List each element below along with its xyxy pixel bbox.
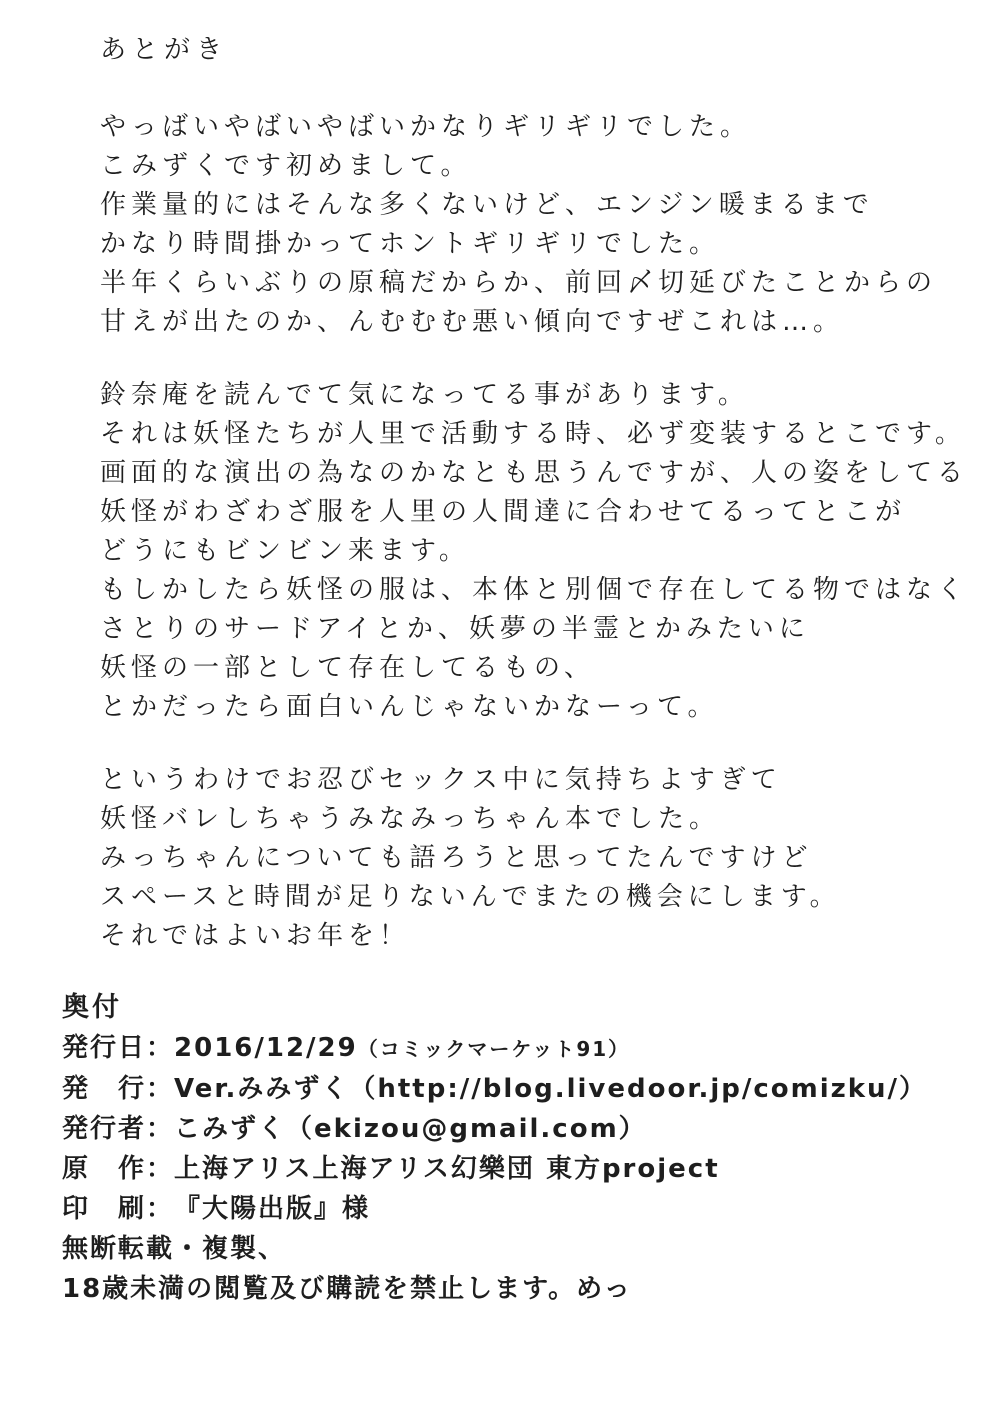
text-line: というわけでお忍びセックス中に気持ちよすぎて bbox=[100, 765, 782, 795]
author-value: こみずく（ekizou@gmail.com） bbox=[174, 1114, 647, 1144]
issue-date-value: 2016/12/29 bbox=[174, 1033, 358, 1063]
printing-value: 『大陽出版』様 bbox=[174, 1194, 371, 1224]
colophon-notice-line: 無断転載・複製、 bbox=[62, 1234, 287, 1264]
text-line: かなり時間掛かってホントギリギリでした。 bbox=[100, 229, 721, 259]
original-label: 原 作： bbox=[62, 1154, 175, 1184]
text-line: 妖怪がわざわざ服を人里の人間達に合わせてるってとこが bbox=[100, 497, 907, 527]
publisher-label: 発 行： bbox=[62, 1074, 175, 1104]
text-line: やっばいやばいやばいかなりギリギリでした。 bbox=[100, 112, 752, 142]
issue-date-label: 発行日： bbox=[62, 1033, 175, 1063]
text-line: 甘えが出たのか、んむむむ悪い傾向ですぜこれは…。 bbox=[100, 307, 845, 337]
colophon-notice-line: 18歳未満の閲覧及び購読を禁止します。めっ bbox=[62, 1274, 632, 1304]
original-value: 上海アリス上海アリス幻樂団 東方project bbox=[174, 1154, 720, 1184]
colophon-publisher bbox=[62, 1069, 982, 1109]
text-line: こみずくです初めまして。 bbox=[100, 151, 472, 181]
afterword-paragraph-3 bbox=[100, 761, 980, 956]
text-line: スペースと時間が足りないんでまたの機会にします。 bbox=[100, 882, 841, 912]
text-line: 半年くらいぶりの原稿だからか、前回〆切延びたことからの bbox=[100, 268, 938, 298]
text-line: 画面的な演出の為なのかなとも思うんですが、人の姿をしてる bbox=[100, 458, 969, 488]
text-line: 妖怪の一部として存在してるもの、 bbox=[100, 653, 595, 683]
text-line: それは妖怪たちが人里で活動する時、必ず変装するとこです。 bbox=[100, 419, 966, 449]
publisher-value: Ver.みみずく（http://blog.livedoor.jp/comizku/） bbox=[174, 1074, 928, 1104]
afterword-section bbox=[100, 30, 980, 990]
text-line: さとりのサードアイとか、妖夢の半霊とかみたいに bbox=[100, 614, 810, 644]
text-line: とかだったら面白いんじゃないかなーって。 bbox=[100, 692, 719, 722]
afterword-paragraph-1 bbox=[100, 108, 980, 342]
text-line: もしかしたら妖怪の服は、本体と別個で存在してる物ではなく bbox=[100, 575, 969, 605]
text-line: みっちゃんについても語ろうと思ってたんですけど bbox=[100, 843, 813, 873]
text-line: 鈴奈庵を読んでて気になってる事があります。 bbox=[100, 380, 749, 410]
printing-label: 印 刷： bbox=[62, 1194, 175, 1224]
issue-date-event: （コミックマーケット91） bbox=[357, 1037, 631, 1061]
text-line: それではよいお年を！ bbox=[100, 921, 411, 951]
colophon-title: 奥付 bbox=[62, 992, 122, 1023]
colophon-section bbox=[62, 988, 982, 1309]
colophon-original bbox=[62, 1149, 982, 1189]
text-line: 妖怪バレしちゃうみなみっちゃん本でした。 bbox=[100, 804, 721, 834]
afterword-title: あとがき bbox=[100, 35, 229, 65]
text-line: 作業量的にはそんな多くないけど、エンジン暖まるまで bbox=[100, 190, 874, 220]
text-line: どうにもビンビン来ます。 bbox=[100, 536, 470, 566]
colophon-issue-date bbox=[62, 1028, 982, 1069]
afterword-paragraph-2 bbox=[100, 376, 980, 727]
author-label: 発行者： bbox=[62, 1114, 175, 1144]
colophon-author bbox=[62, 1109, 982, 1149]
colophon-printing bbox=[62, 1189, 982, 1229]
